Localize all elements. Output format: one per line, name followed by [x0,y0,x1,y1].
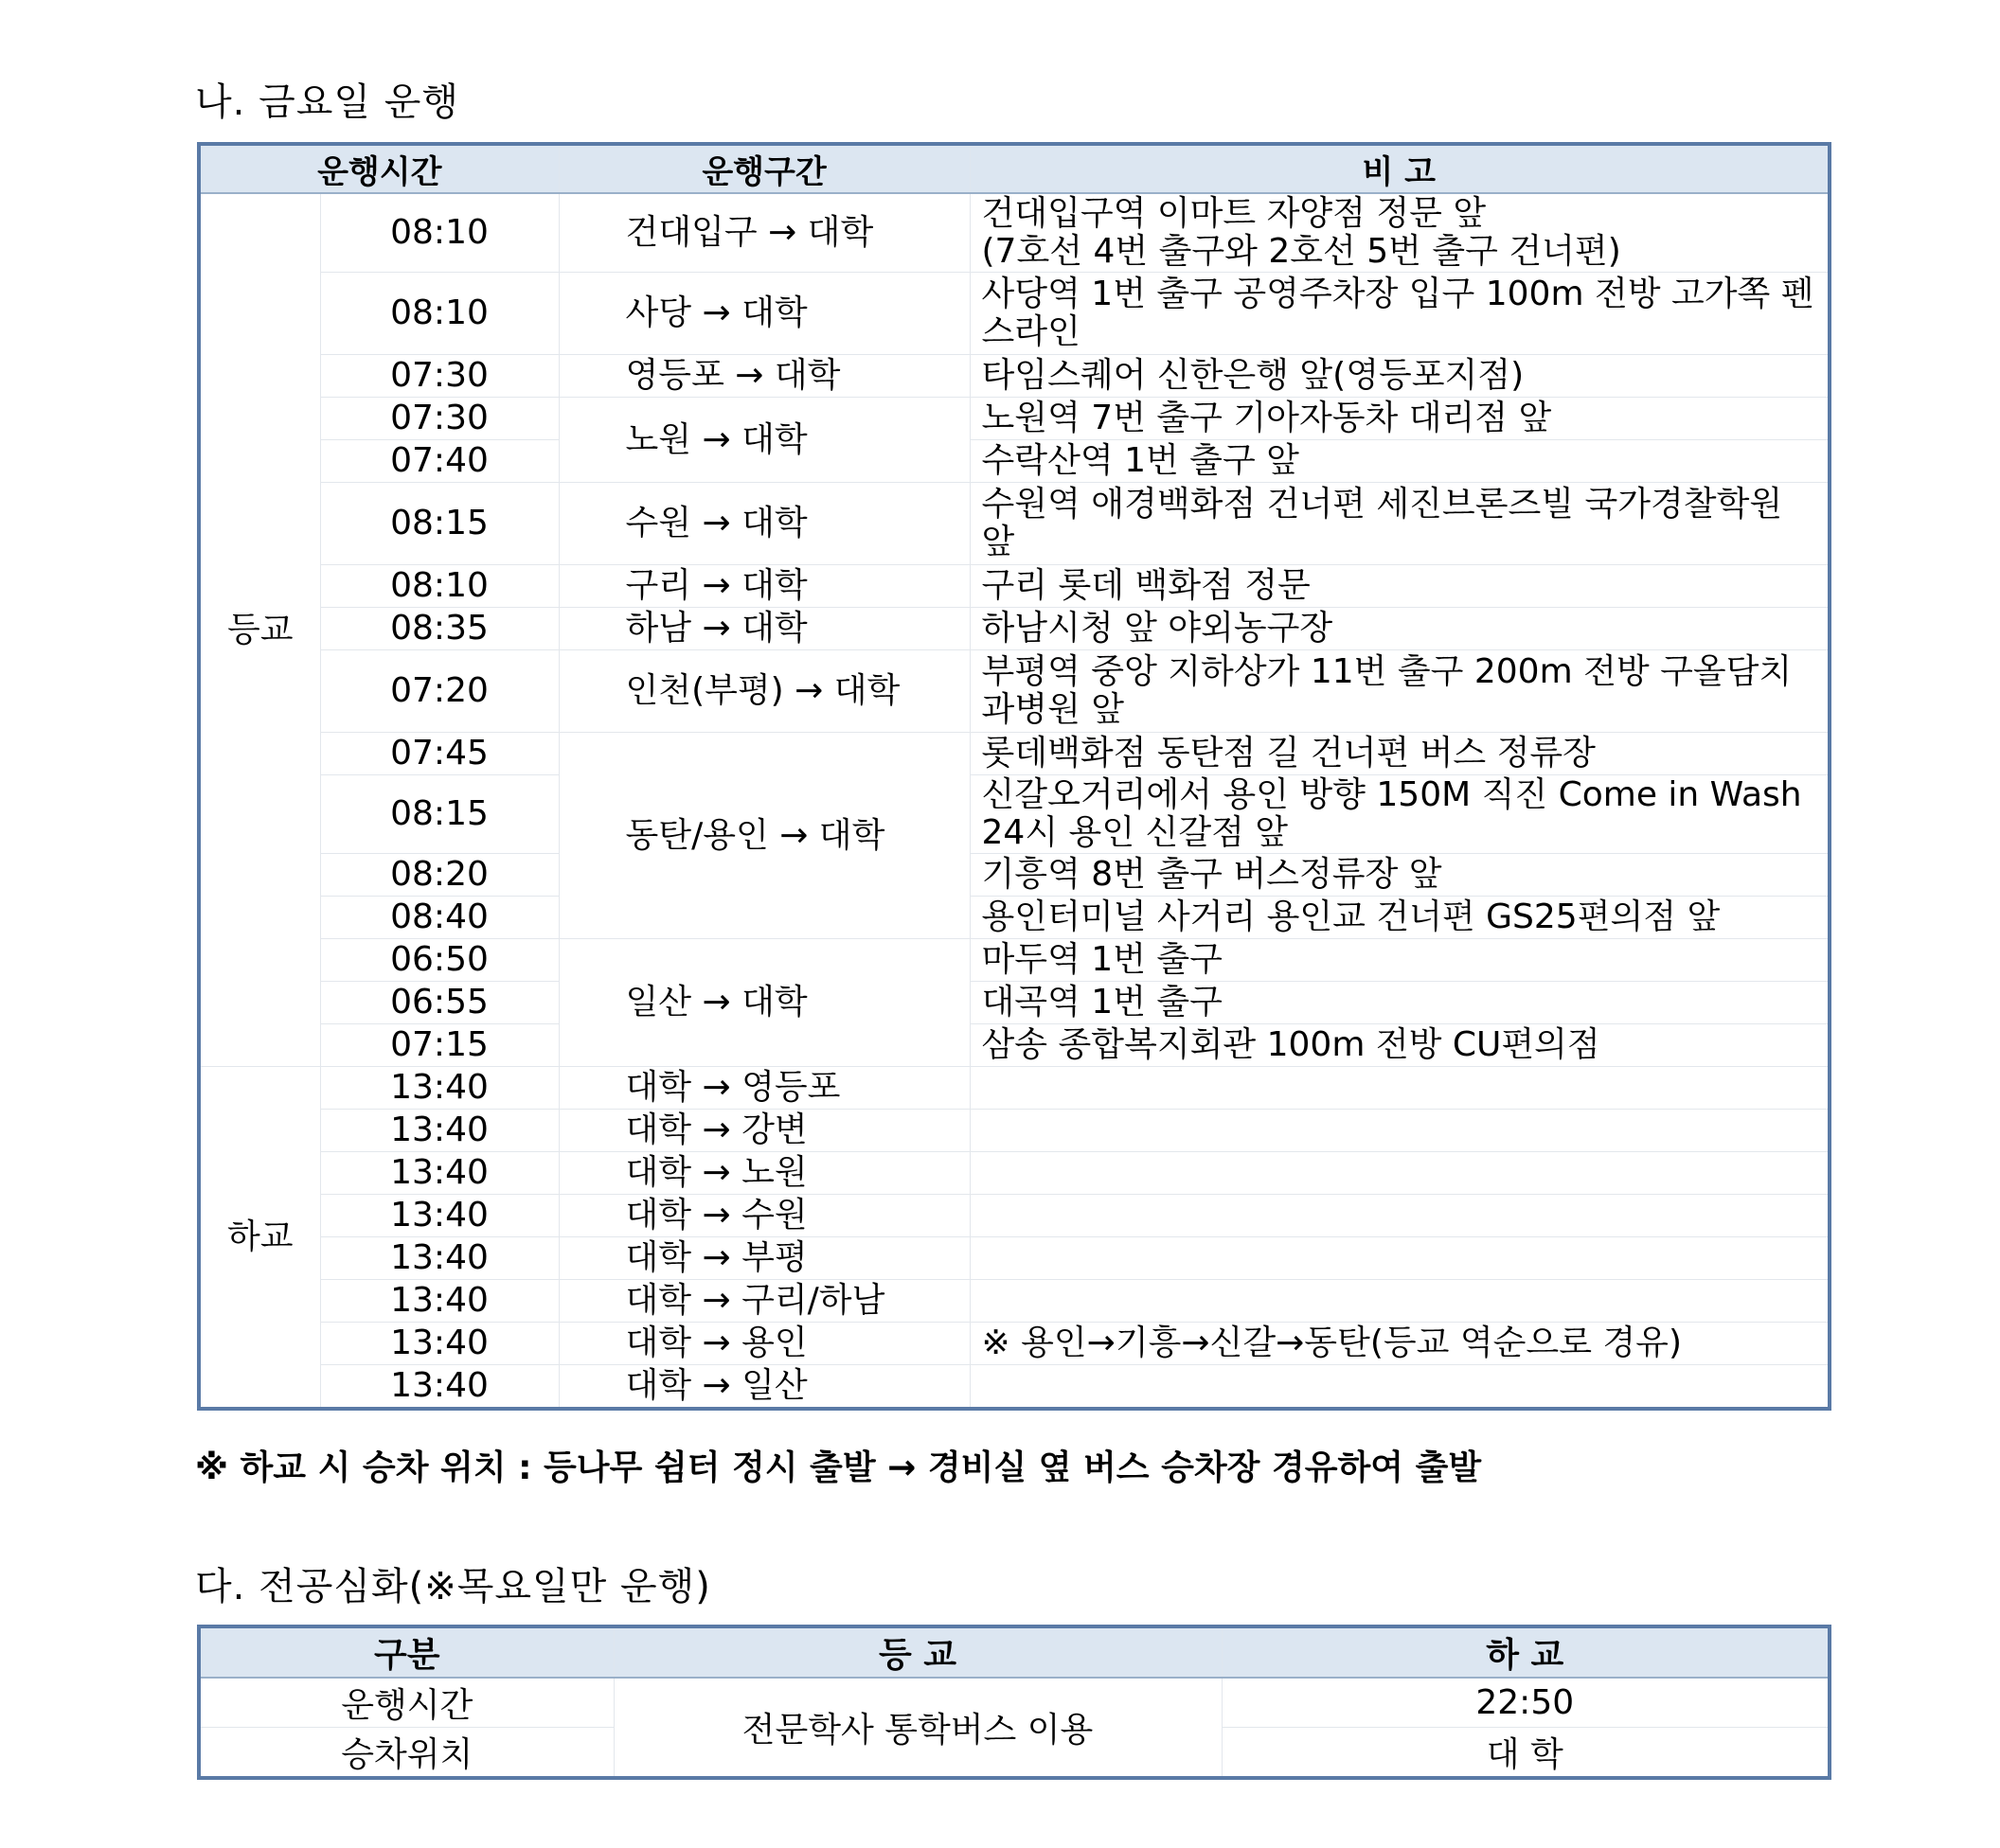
table-row [199,982,1830,1024]
row-time: 08:40 [320,897,559,939]
row-time: 06:50 [320,939,559,982]
row-time: 08:10 [320,193,559,273]
table-row [199,733,1830,775]
table-row [199,1024,1830,1067]
row-route: 수원 → 대학 [559,483,970,565]
row-note [970,1110,1830,1152]
row-time: 07:15 [320,1024,559,1067]
table-row [199,1323,1830,1365]
table-row [199,483,1830,565]
row-note: 롯데백화점 동탄점 길 건너편 버스 정류장 [970,733,1830,775]
row-route: 건대입구 → 대학 [559,193,970,273]
row-time: 13:40 [320,1152,559,1195]
row-route: 대학 → 부평 [559,1237,970,1280]
row-route: 대학 → 강변 [559,1110,970,1152]
table-row [199,897,1830,939]
row-time: 08:35 [320,608,559,650]
row-note: 부평역 중앙 지하상가 11번 출구 200m 전방 구올담치과병원 앞 [970,650,1830,733]
row-label-time: 운행시간 [199,1678,614,1728]
section-heading-major: 다. 전공심화(※목요일만 운행) [195,1565,711,1608]
row-time: 07:20 [320,650,559,733]
row-note [970,1237,1830,1280]
row-route: 대학 → 구리/하남 [559,1280,970,1323]
row-note: 하남시청 앞 야외농구장 [970,608,1830,650]
row-route: 대학 → 영등포 [559,1067,970,1110]
row-time: 08:10 [320,273,559,355]
table-row [199,775,1830,854]
row-time: 08:10 [320,565,559,608]
table-row [199,650,1830,733]
row-note [970,1152,1830,1195]
row-time: 13:40 [320,1110,559,1152]
table-row [199,1110,1830,1152]
table-row [199,854,1830,897]
row-time: 07:40 [320,440,559,483]
table-row [199,440,1830,483]
row-time: 13:40 [320,1280,559,1323]
row-note: 마두역 1번 출구 [970,939,1830,982]
row-route: 일산 → 대학 [559,939,970,1067]
return-place: 대 학 [1222,1728,1830,1779]
row-note: 용인터미널 사거리 용인교 건너편 GS25편의점 앞 [970,897,1830,939]
row-route: 노원 → 대학 [559,398,970,483]
row-label-place: 승차위치 [199,1728,614,1779]
row-time: 07:30 [320,355,559,398]
table-row [199,1152,1830,1195]
row-note: 수락산역 1번 출구 앞 [970,440,1830,483]
table-row [199,1067,1830,1110]
row-note [970,1067,1830,1110]
row-note: 수원역 애경백화점 건너편 세진브론즈빌 국가경찰학원 앞 [970,483,1830,565]
row-route: 구리 → 대학 [559,565,970,608]
friday-schedule-table [197,142,1831,1411]
row-note: 구리 롯데 백화점 정문 [970,565,1830,608]
column-header-route: 운행구간 [559,144,970,193]
row-time: 07:30 [320,398,559,440]
row-time: 08:15 [320,483,559,565]
table-row [199,1280,1830,1323]
table-row [199,608,1830,650]
row-route: 영등포 → 대학 [559,355,970,398]
table-row [199,1365,1830,1410]
table-row [199,1237,1830,1280]
table-row [199,355,1830,398]
table-row [199,193,1830,273]
row-time: 08:20 [320,854,559,897]
row-time: 13:40 [320,1067,559,1110]
table-row [199,939,1830,982]
row-note: 노원역 7번 출구 기아자동차 대리점 앞 [970,398,1830,440]
table-row [199,565,1830,608]
row-time: 13:40 [320,1365,559,1410]
category-return: 하교 [199,1067,320,1410]
row-note: 기흥역 8번 출구 버스정류장 앞 [970,854,1830,897]
row-time: 13:40 [320,1237,559,1280]
row-note: 대곡역 1번 출구 [970,982,1830,1024]
row-note: 사당역 1번 출구 공영주차장 입구 100m 전방 고가쪽 펜스라인 [970,273,1830,355]
row-note: 건대입구역 이마트 자양점 정문 앞 (7호선 4번 출구와 2호선 5번 출구 건너편) [970,193,1830,273]
row-route: 사당 → 대학 [559,273,970,355]
row-route: 대학 → 일산 [559,1365,970,1410]
return-time: 22:50 [1222,1678,1830,1728]
row-note [970,1280,1830,1323]
row-note: 삼송 종합복지회관 100m 전방 CU편의점 [970,1024,1830,1067]
table-row [199,1195,1830,1237]
row-note [970,1365,1830,1410]
table-row [199,1678,1830,1728]
column-header-note: 비 고 [970,144,1830,193]
row-route: 하남 → 대학 [559,608,970,650]
going-value: 전문학사 통학버스 이용 [614,1678,1222,1778]
row-time: 06:55 [320,982,559,1024]
row-route: 동탄/용인 → 대학 [559,733,970,939]
row-route: 인천(부평) → 대학 [559,650,970,733]
row-time: 13:40 [320,1323,559,1365]
section-heading-friday: 나. 금요일 운행 [195,80,459,124]
major-schedule-table [197,1625,1831,1780]
category-going: 등교 [199,193,320,1067]
row-note: 신갈오거리에서 용인 방향 150M 직진 Come in Wash 24시 용인 신갈점 앞 [970,775,1830,854]
row-note [970,1195,1830,1237]
row-note: ※ 용인→기흥→신갈→동탄(등교 역순으로 경유) [970,1323,1830,1365]
column-header-return: 하 교 [1222,1626,1830,1678]
column-header-going: 등 교 [614,1626,1222,1678]
row-time: 13:40 [320,1195,559,1237]
column-header-time: 운행시간 [199,144,559,193]
table-row [199,273,1830,355]
row-route: 대학 → 용인 [559,1323,970,1365]
column-header-category: 구분 [199,1626,614,1678]
boarding-footnote: ※ 하교 시 승차 위치 : 등나무 쉼터 정시 출발 → 경비실 옆 버스 승차장 경유하여 출발 [195,1448,1482,1487]
row-time: 07:45 [320,733,559,775]
table-row [199,398,1830,440]
row-note: 타임스퀘어 신한은행 앞(영등포지점) [970,355,1830,398]
row-route: 대학 → 노원 [559,1152,970,1195]
row-route: 대학 → 수원 [559,1195,970,1237]
row-time: 08:15 [320,775,559,854]
